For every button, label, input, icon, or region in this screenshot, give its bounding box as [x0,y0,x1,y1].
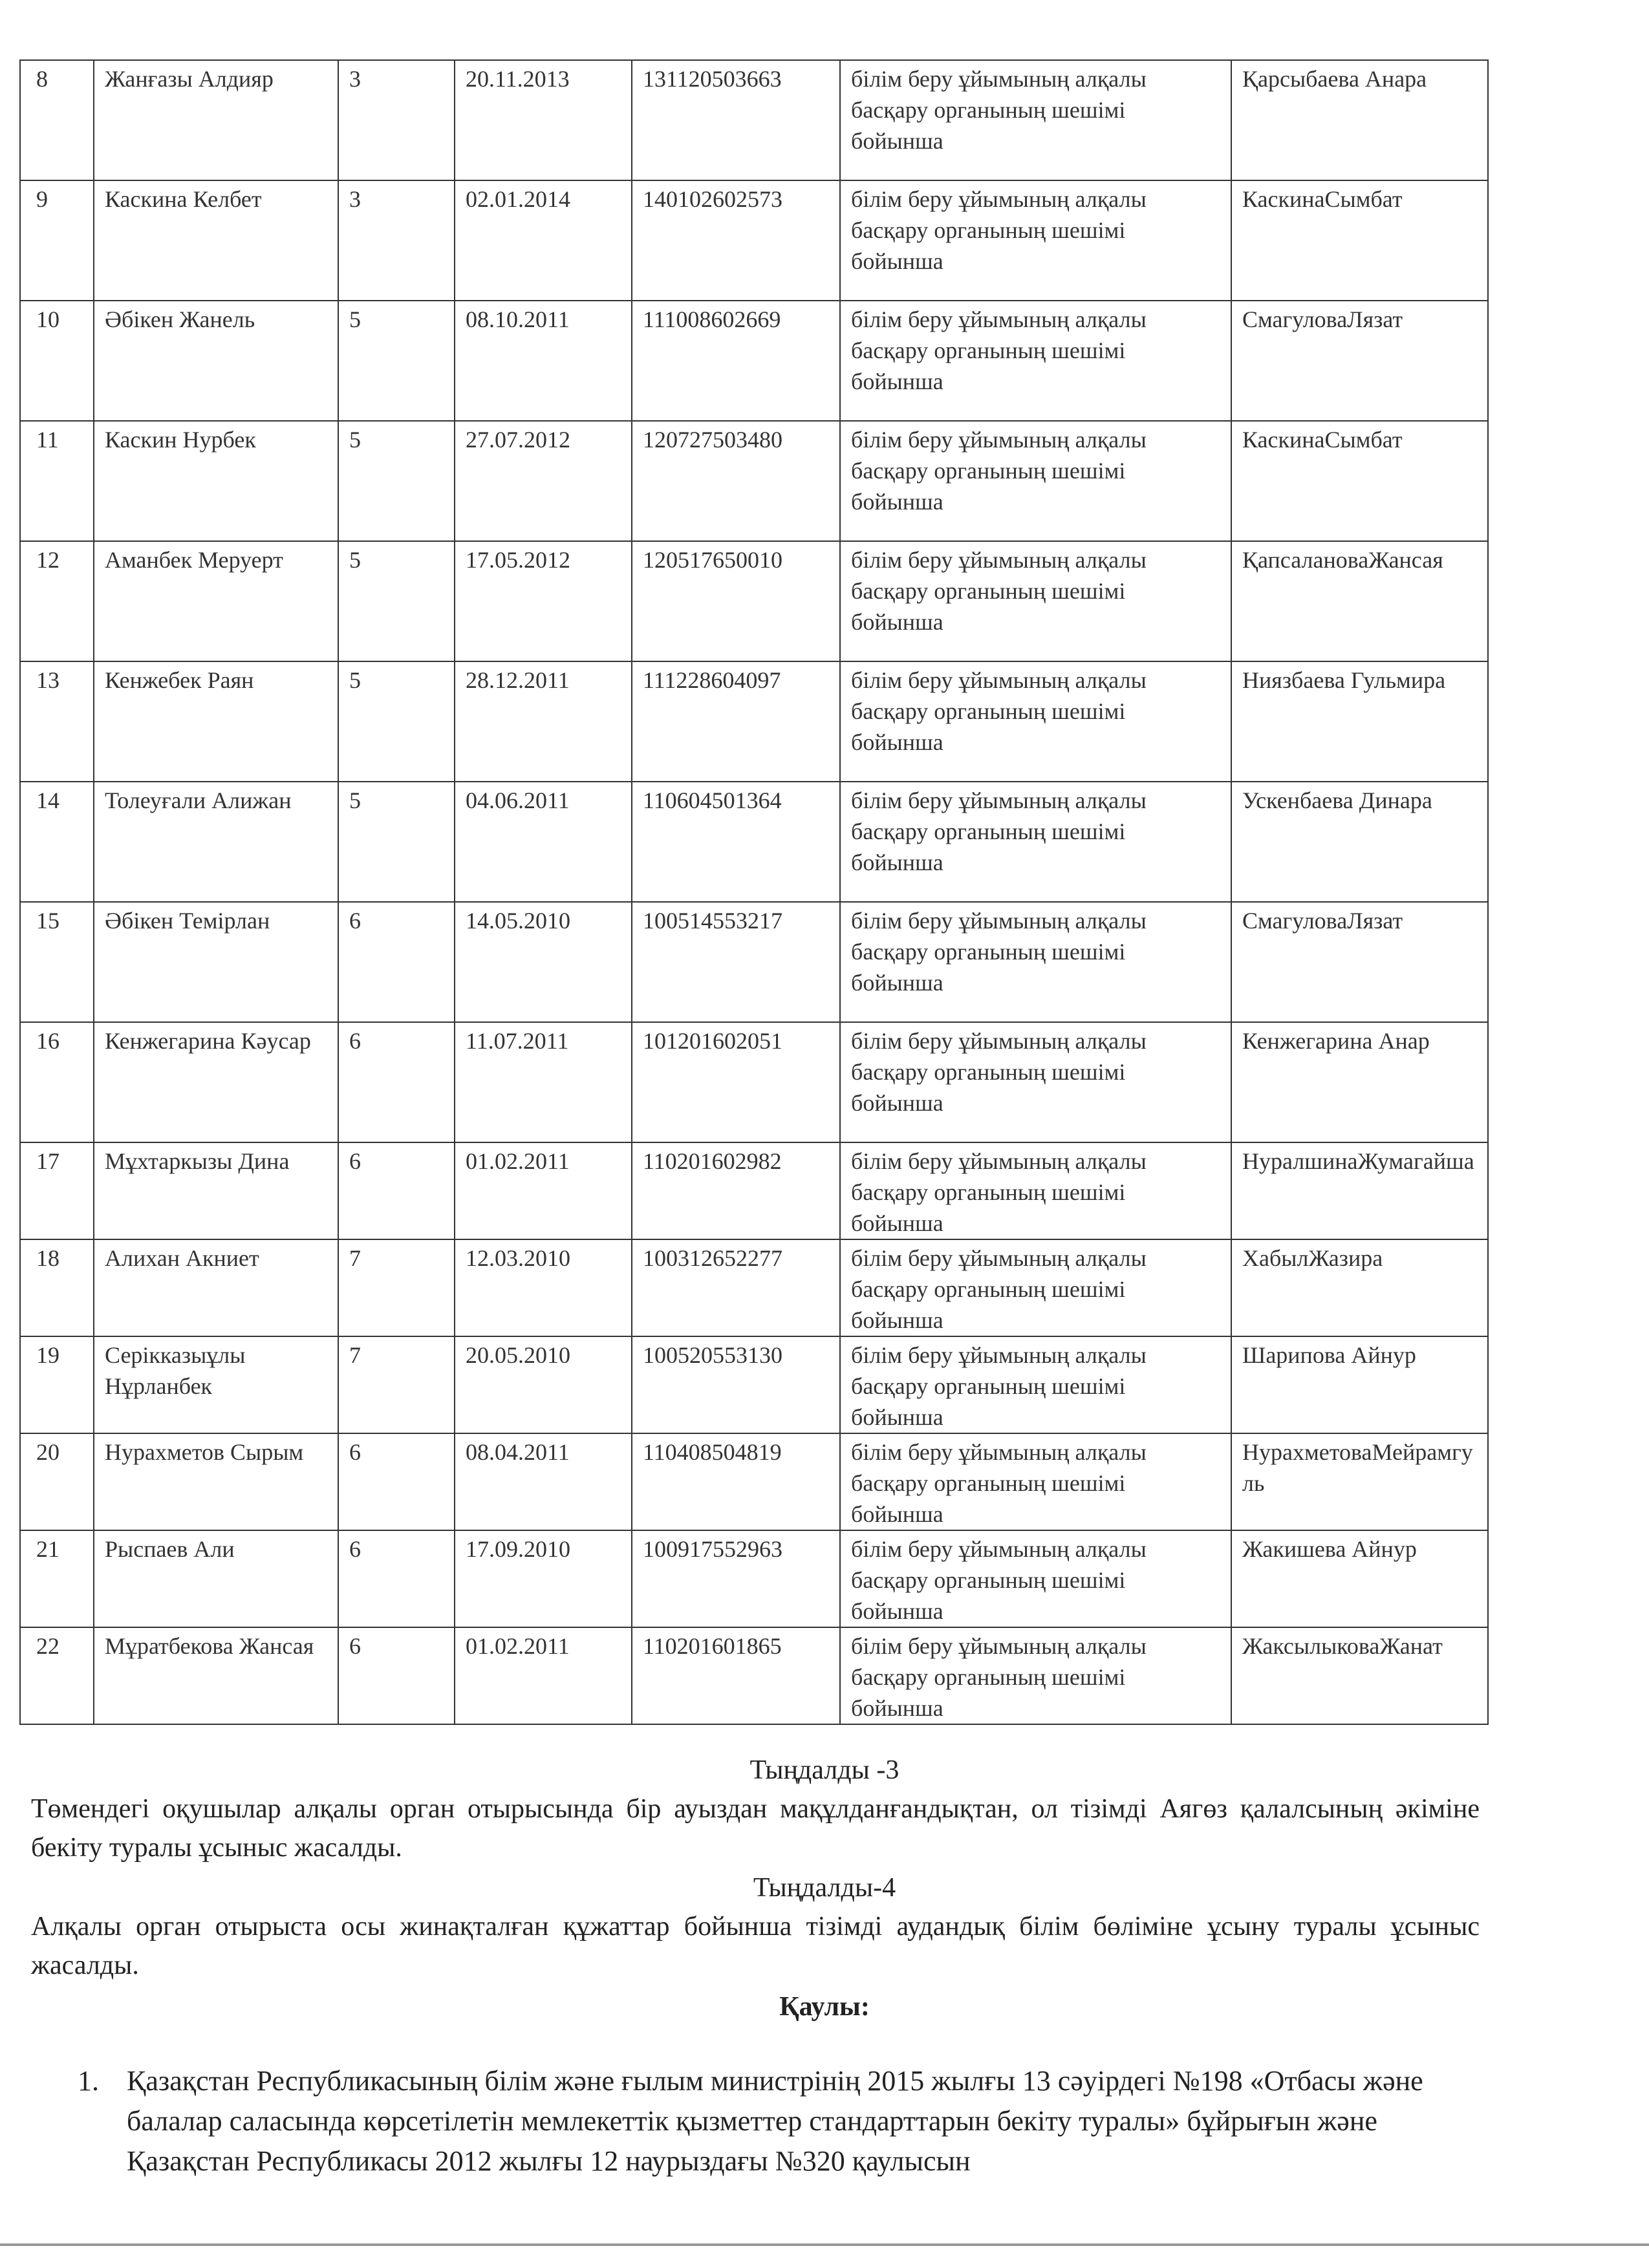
scan-edge-line [0,2243,1649,2246]
cell-student-name: Әбікен Темірлан [94,902,338,1022]
cell-guardian: Жакишева Айнур [1231,1530,1488,1627]
cell-birth-date: 01.02.2011 [455,1627,632,1724]
cell-iin: 100917552963 [632,1530,840,1627]
cell-birth-date: 17.05.2012 [455,541,632,661]
table-row [20,1336,1488,1433]
cell-basis: білім беру ұйымының алқалы басқару органының шешімі бойынша [840,1336,1231,1433]
cell-iin: 120517650010 [632,541,840,661]
cell-number: 16 [20,1022,94,1142]
cell-number: 8 [20,60,94,180]
cell-basis: білім беру ұйымының алқалы басқару органының шешімі бойынша [840,1239,1231,1336]
table-row [20,1142,1488,1239]
resolution-list [78,2061,1487,2181]
cell-birth-date: 17.09.2010 [455,1530,632,1627]
cell-iin: 110604501364 [632,782,840,902]
cell-iin: 100520553130 [632,1336,840,1433]
cell-basis: білім беру ұйымының алқалы басқару органының шешімі бойынша [840,1142,1231,1239]
cell-guardian: Ниязбаева Гульмира [1231,661,1488,782]
cell-basis: білім беру ұйымының алқалы басқару органының шешімі бойынша [840,541,1231,661]
table-row [20,180,1488,301]
cell-birth-date: 04.06.2011 [455,782,632,902]
cell-grade: 3 [338,180,455,301]
cell-basis: білім беру ұйымының алқалы басқару органының шешімі бойынша [840,60,1231,180]
cell-student-name: Рыспаев Али [94,1530,338,1627]
cell-birth-date: 08.10.2011 [455,301,632,421]
cell-iin: 120727503480 [632,421,840,541]
cell-number: 15 [20,902,94,1022]
cell-student-name: Әбікен Жанель [94,301,338,421]
roster-body [20,60,1488,1724]
cell-basis: білім беру ұйымының алқалы басқару органының шешімі бойынша [840,1022,1231,1142]
cell-basis: білім беру ұйымының алқалы басқару органының шешімі бойынша [840,180,1231,301]
table-row [20,1530,1488,1627]
cell-iin: 111008602669 [632,301,840,421]
table-row [20,60,1488,180]
cell-birth-date: 08.04.2011 [455,1433,632,1530]
cell-student-name: Мұратбекова Жансая [94,1627,338,1724]
cell-birth-date: 28.12.2011 [455,661,632,782]
cell-grade: 6 [338,902,455,1022]
cell-iin: 110201602982 [632,1142,840,1239]
cell-number: 22 [20,1627,94,1724]
cell-birth-date: 12.03.2010 [455,1239,632,1336]
cell-student-name: Жанғазы Алдияр [94,60,338,180]
cell-guardian: НурахметоваМейрамгуль [1231,1433,1488,1530]
cell-grade: 5 [338,541,455,661]
cell-iin: 100514553217 [632,902,840,1022]
cell-iin: 110408504819 [632,1433,840,1530]
cell-grade: 6 [338,1530,455,1627]
cell-grade: 6 [338,1142,455,1239]
cell-guardian: Шарипова Айнур [1231,1336,1488,1433]
cell-birth-date: 01.02.2011 [455,1142,632,1239]
heard-4-title: Тыңдалды-4 [753,1873,896,1903]
cell-guardian: ЖаксылыковаЖанат [1231,1627,1488,1724]
cell-basis: білім беру ұйымының алқалы басқару органының шешімі бойынша [840,1433,1231,1530]
cell-number: 17 [20,1142,94,1239]
cell-guardian: НуралшинаЖумагайша [1231,1142,1488,1239]
cell-guardian: КаскинаСымбат [1231,421,1488,541]
cell-grade: 6 [338,1433,455,1530]
cell-grade: 7 [338,1239,455,1336]
cell-student-name: Алихан Акниет [94,1239,338,1336]
cell-number: 14 [20,782,94,902]
resolution-title: Қаулы: [779,1992,870,2022]
cell-birth-date: 20.11.2013 [455,60,632,180]
cell-grade: 5 [338,661,455,782]
cell-basis: білім беру ұйымының алқалы басқару органының шешімі бойынша [840,902,1231,1022]
cell-birth-date: 11.07.2011 [455,1022,632,1142]
cell-number: 10 [20,301,94,421]
cell-student-name: Кенжебек Раян [94,661,338,782]
cell-birth-date: 20.05.2010 [455,1336,632,1433]
heard-3-title: Тыңдалды -3 [749,1755,900,1785]
cell-iin: 101201602051 [632,1022,840,1142]
table-row [20,1627,1488,1724]
cell-birth-date: 27.07.2012 [455,421,632,541]
cell-grade: 5 [338,301,455,421]
cell-student-name: Аманбек Меруерт [94,541,338,661]
table-row [20,661,1488,782]
cell-basis: білім беру ұйымының алқалы басқару органының шешімі бойынша [840,301,1231,421]
table-row [20,301,1488,421]
cell-basis: білім беру ұйымының алқалы басқару органының шешімі бойынша [840,661,1231,782]
cell-basis: білім беру ұйымының алқалы басқару органының шешімі бойынша [840,1627,1231,1724]
cell-birth-date: 02.01.2014 [455,180,632,301]
cell-number: 20 [20,1433,94,1530]
cell-student-name: Толеуғали Алижан [94,782,338,902]
cell-number: 12 [20,541,94,661]
cell-basis: білім беру ұйымының алқалы басқару органының шешімі бойынша [840,421,1231,541]
cell-guardian: ХабылЖазира [1231,1239,1488,1336]
cell-grade: 7 [338,1336,455,1433]
cell-guardian: Қарсыбаева Анара [1231,60,1488,180]
table-row [20,541,1488,661]
cell-grade: 5 [338,421,455,541]
cell-grade: 6 [338,1022,455,1142]
cell-guardian: СмагуловаЛязат [1231,902,1488,1022]
cell-iin: 100312652277 [632,1239,840,1336]
cell-number: 9 [20,180,94,301]
cell-grade: 5 [338,782,455,902]
cell-iin: 131120503663 [632,60,840,180]
cell-number: 19 [20,1336,94,1433]
cell-basis: білім беру ұйымының алқалы басқару органының шешімі бойынша [840,782,1231,902]
cell-student-name: Нурахметов Сырым [94,1433,338,1530]
heard-3-text: Төмендегі оқушылар алқалы орган отырысында бір ауыздан мақұлданғандықтан, ол тізімді Аягөз қалалсының әкіміне бекіту туралы ұсыныс жасалды. [31,1794,1480,1863]
table-row [20,421,1488,541]
cell-number: 11 [20,421,94,541]
table-row [20,782,1488,902]
cell-iin: 140102602573 [632,180,840,301]
cell-iin: 110201601865 [632,1627,840,1724]
table-row [20,1239,1488,1336]
cell-number: 21 [20,1530,94,1627]
cell-grade: 6 [338,1627,455,1724]
cell-guardian: ҚапсалановаЖансая [1231,541,1488,661]
cell-student-name: Серікказыұлы Нұрланбек [94,1336,338,1433]
cell-student-name: Кенжегарина Кәусар [94,1022,338,1142]
cell-student-name: Каскин Нурбек [94,421,338,541]
cell-guardian: КаскинаСымбат [1231,180,1488,301]
student-roster-table [19,59,1489,1725]
resolution-item [78,2061,1487,2181]
cell-birth-date: 14.05.2010 [455,902,632,1022]
cell-student-name: Мұхтаркызы Дина [94,1142,338,1239]
cell-guardian: СмагуловаЛязат [1231,301,1488,421]
cell-guardian: Ускенбаева Динара [1231,782,1488,902]
table-row [20,1022,1488,1142]
heard-4-text: Алқалы орган отырыста осы жинақталған құжаттар бойынша тізімді аудандық білім бөліміне ұсыну туралы ұсыныс жасалды. [31,1912,1480,1980]
table-row [20,902,1488,1022]
cell-student-name: Каскина Келбет [94,180,338,301]
resolution-item-number: 1. [78,2065,99,2097]
cell-grade: 3 [338,60,455,180]
cell-iin: 111228604097 [632,661,840,782]
cell-number: 13 [20,661,94,782]
cell-guardian: Кенжегарина Анар [1231,1022,1488,1142]
cell-basis: білім беру ұйымының алқалы басқару органының шешімі бойынша [840,1530,1231,1627]
table-row [20,1433,1488,1530]
cell-number: 18 [20,1239,94,1336]
resolution-item-text: Қазақстан Республикасының білім және ғылым министрінің 2015 жылғы 13 сәуірдегі №198 «Отбасы және балалар саласында көрсетілетін мемлекеттік қызметтер стандарттарын бекіту туралы» бұйрығын және Қазақстан Республикасы 2012 жылғы 12 наурыздағы №320 қаулысын [127,2065,1423,2177]
